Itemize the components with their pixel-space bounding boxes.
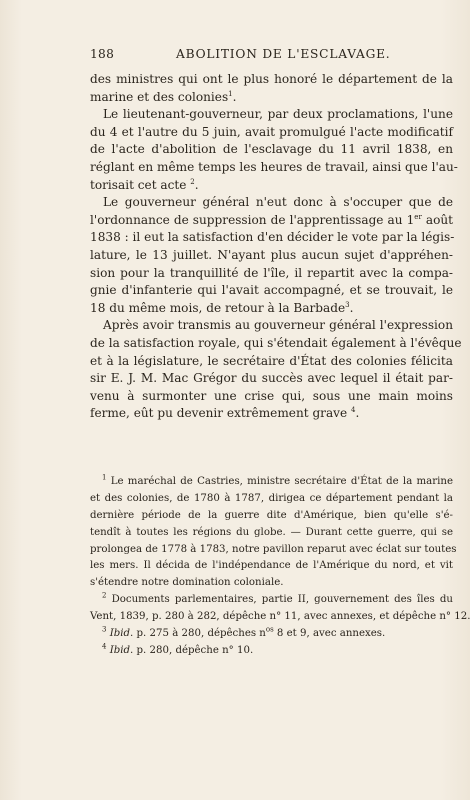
text-line: de l'acte d'abolition de l'esclavage du 11 avril 1838, en [90,142,453,157]
text-line: Après avoir transmis au gouverneur général l'expression [103,318,453,333]
text-line: l'ordonnance de suppression de l'apprentissage au 1er août [90,212,453,227]
page-number: 188 [90,47,115,61]
text-line: de la satisfaction royale, qui s'étendait également à l'évêque [90,335,462,350]
note-ref: 3 [345,300,350,309]
footnote-line: Vent, 1839, p. 280 à 282, dépêche n° 11, avec annexes, et dépêche n° 12. [90,611,470,623]
footnote-line: dernière période de la guerre dite d'Amérique, bien qu'elle s'é- [90,509,453,521]
text-line: et à la législature, le secrétaire d'État des colonies félicita [90,353,453,368]
text-line: 1838 : il eut la satisfaction d'en décider le vote par la légis- [90,230,455,245]
text-line: des ministres qui ont le plus honoré le département de la [90,72,453,86]
footnote-marker: 2 [102,591,107,600]
text-line: 18 du même mois, de retour à la Barbade$^3$. [90,300,354,315]
footnote-marker: 1 [102,473,107,482]
footnote-line: $^1$ Le maréchal de Castries, ministre secrétaire d'État de la marine [102,473,453,487]
text-line: sion pour la tranquillité de l'île, il repartit avec la compa- [90,265,453,280]
footnote-line: s'étendre notre domination coloniale. [90,577,284,589]
footnote-line: $^3$ Ibid. p. 275 à 280, dépêches $n^{os}$ 8 et 9, avec annexes. [102,625,386,640]
text-line: lature, le 13 juillet. N'ayant plus aucun sujet d'appréhen- [90,247,453,262]
footnote-line: tendît à toutes les régions du globe. — Durant cette guerre, qui se [90,526,453,538]
text-line: sir E. J. M. Mac Grégor du succès avec lequel il était par- [90,371,453,386]
footnote-line: $^2$ Documents parlementaires, partie II, gouvernement des îles du [102,591,453,606]
footnote-marker: 4 [102,642,107,651]
text-line: venu à surmonter une crise qui, sous une main moins [90,388,453,403]
footnote-line: et des colonies, de 1780 à 1787, dirigea ce département pendant la [90,492,453,504]
footnote-line: les mers. Il décida de l'indépendance de l'Amérique du nord, et vit [90,560,453,572]
text-line: Le gouverneur général n'eut donc à s'occuper que de [103,195,453,210]
footnotes [90,473,470,660]
text-line: torisait cet acte $^2$. [90,177,199,192]
main-text [90,71,462,423]
note-ref: 1 [228,89,233,98]
page-header [90,47,453,63]
text-line: gnie d'infanterie qui l'avait accompagné, et se trouvait, le [90,283,453,298]
text-line: marine et des colonies$^1$. [90,89,237,104]
text-line: du 4 et l'autre du 5 juin, avait promulgué l'acte modificatif [90,124,453,139]
text-line: Le lieutenant-gouverneur, par deux proclamations, l'une [103,107,453,122]
footnote-line: $^4$ Ibid. p. 280, dépêche n° 10. [102,642,254,656]
footnote-line: prolongea de 1778 à 1783, notre pavillon reparut avec éclat sur toutes [90,543,457,555]
text-line: ferme, eût pu devenir extrêmement grave $^4$. [90,406,360,421]
running-title: ABOLITION DE L'ESCLAVAGE. [176,47,391,61]
footnote-marker: 3 [102,625,107,634]
note-ref: 2 [190,177,195,186]
note-ref: 4 [351,406,356,415]
text-line: réglant en même temps les heures de travail, ainsi que l'au- [90,159,458,174]
